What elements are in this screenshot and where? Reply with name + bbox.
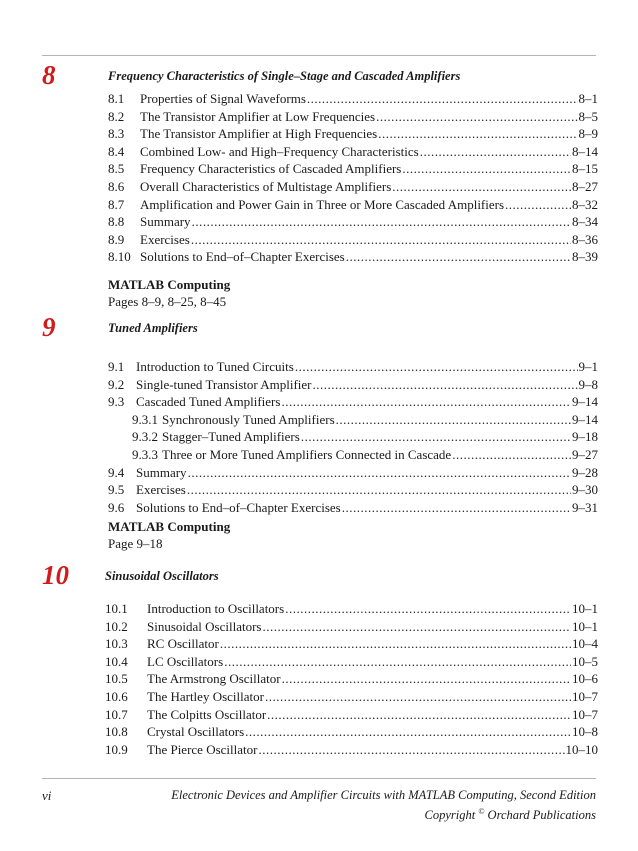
section-number: 9.1 [108, 359, 125, 374]
toc-entry [108, 196, 598, 214]
section-title: Solutions to End–of–Chapter Exercises [140, 249, 345, 265]
section-number: 8.1 [108, 91, 125, 106]
toc-entry [105, 600, 598, 618]
section-title: Single-tuned Transistor Amplifier [136, 376, 312, 392]
toc-entry [108, 90, 598, 108]
matlab-pages: Page 9–18 [108, 536, 163, 551]
dot-leader [346, 248, 571, 266]
section-title: Combined Low- and High–Frequency Characteristics [140, 143, 419, 159]
dot-leader [402, 160, 571, 178]
dot-leader [220, 635, 571, 653]
page-reference: 9–18 [572, 429, 598, 445]
section-number: 9.6 [108, 499, 125, 515]
section-title: Introduction to Oscillators [147, 601, 285, 616]
page-reference: 10–5 [572, 653, 598, 669]
page-reference: 10–10 [565, 741, 598, 757]
toc-entry [108, 231, 598, 249]
section-title: RC Oscillator [147, 636, 219, 652]
page-reference: 8–32 [572, 196, 598, 212]
dot-leader [265, 688, 571, 706]
toc-entry [105, 723, 598, 741]
toc-entry [108, 464, 598, 482]
toc-entry [108, 160, 598, 178]
page-reference: 10–7 [572, 706, 598, 722]
section-number: 8.7 [108, 196, 125, 212]
toc-entry [105, 653, 598, 671]
section-number: 9.4 [108, 464, 125, 480]
section-number: 8.4 [108, 143, 125, 159]
section-number: 8.5 [108, 161, 125, 177]
toc-entry [105, 635, 598, 653]
running-footer-title: Electronic Devices and Amplifier Circuits with MATLAB Computing, Second Edition [171, 788, 596, 802]
dot-leader [295, 358, 578, 376]
section-number: 10.2 [105, 618, 128, 634]
page-reference: 10–7 [572, 688, 598, 704]
page-reference: 10–4 [572, 636, 598, 652]
section-title: The Hartley Oscillator [147, 688, 264, 704]
toc-entry [108, 446, 598, 464]
toc-entries [105, 600, 598, 758]
section-title: Properties of Signal Waveforms [140, 91, 306, 106]
dot-leader [378, 125, 577, 143]
section-title: Sinusoidal Oscillators [147, 618, 262, 634]
dot-leader [282, 670, 571, 688]
toc-entry [108, 248, 598, 266]
section-title: The Pierce Oscillator [147, 741, 258, 757]
section-number: 8.10 [108, 249, 131, 265]
section-title: Exercises [140, 231, 190, 247]
section-number: 9.3 [108, 394, 125, 410]
page-reference: 8–39 [572, 249, 598, 265]
section-title: Frequency Characteristics of Cascaded Amplifiers [140, 161, 402, 177]
dot-leader [245, 723, 571, 741]
section-title: Crystal Oscillators [147, 724, 245, 740]
dot-leader [187, 481, 571, 499]
section-title: Summary [140, 214, 191, 230]
page-reference: 8–9 [578, 126, 598, 142]
copyright-word: Copyright [424, 808, 476, 823]
matlab-heading: MATLAB Computing [108, 519, 231, 534]
section-title: Stagger–Tuned Amplifiers [162, 429, 300, 445]
toc-entry [105, 741, 598, 759]
section-title: Synchronously Tuned Amplifiers [162, 411, 335, 427]
toc-entry [108, 178, 598, 196]
toc-entry [108, 125, 598, 143]
toc-entries [108, 90, 598, 266]
page-reference: 10–1 [572, 618, 598, 634]
section-title: Solutions to End–of–Chapter Exercises [136, 499, 341, 515]
section-title: The Colpitts Oscillator [147, 706, 267, 722]
section-title: The Transistor Amplifier at Low Frequencies [140, 108, 376, 124]
section-number: 10.4 [105, 653, 128, 669]
matlab-computing-note [108, 518, 230, 552]
section-title: The Transistor Amplifier at High Frequencies [140, 126, 378, 142]
toc-entry [105, 688, 598, 706]
dot-leader [307, 90, 578, 108]
section-number: 9.3.3 [132, 446, 158, 462]
toc-entry [108, 393, 598, 411]
toc-entry [108, 411, 598, 429]
section-number: 8.2 [108, 108, 125, 124]
toc-entry [105, 618, 598, 636]
section-number: 9.2 [108, 376, 125, 392]
top-rule [42, 55, 596, 56]
section-number: 8.9 [108, 231, 125, 247]
section-number: 10.7 [105, 706, 128, 722]
section-title: LC Oscillators [147, 653, 224, 669]
page-reference: 10–1 [572, 601, 598, 616]
section-number: 9.3.2 [132, 429, 158, 445]
dot-leader [452, 446, 571, 464]
section-number: 10.5 [105, 671, 128, 687]
section-number: 9.3.1 [132, 411, 158, 427]
section-number: 10.9 [105, 741, 128, 757]
copyright-symbol: © [478, 807, 485, 816]
toc-entry [105, 706, 598, 724]
bottom-rule [42, 778, 596, 779]
section-title: The Armstrong Oscillator [147, 671, 281, 687]
page-reference: 8–34 [572, 214, 598, 230]
dot-leader [285, 600, 571, 618]
page-reference: 8–36 [572, 231, 598, 247]
toc-entry [108, 376, 598, 394]
section-number: 8.8 [108, 214, 125, 230]
page-reference: 9–31 [572, 499, 598, 515]
section-title: Exercises [136, 482, 186, 498]
page-reference: 10–6 [572, 671, 598, 687]
chapter-number: 9 [42, 312, 56, 342]
page-reference: 9–14 [572, 411, 598, 427]
publisher-name: Orchard Publications [487, 808, 596, 823]
toc-entry [108, 499, 598, 517]
dot-leader [224, 653, 571, 671]
matlab-heading: MATLAB Computing [108, 277, 231, 292]
dot-leader [281, 393, 571, 411]
chapter-title: Frequency Characteristics of Single–Stage and Cascaded Amplifiers [108, 69, 461, 83]
copyright-line [425, 807, 596, 823]
page-reference: 8–27 [572, 178, 598, 194]
section-number: 9.5 [108, 482, 125, 498]
dot-leader [342, 499, 571, 517]
dot-leader [420, 143, 571, 161]
dot-leader [301, 428, 571, 446]
matlab-pages: Pages 8–9, 8–25, 8–45 [108, 294, 227, 309]
dot-leader [188, 464, 571, 482]
page-reference: 8–1 [578, 91, 598, 106]
dot-leader [392, 178, 571, 196]
chapter-number: 8 [42, 60, 56, 90]
section-title: Cascaded Tuned Amplifiers [136, 394, 281, 410]
section-number: 8.6 [108, 178, 125, 194]
toc-entry [108, 358, 598, 376]
dot-leader [505, 196, 571, 214]
dot-leader [313, 376, 578, 394]
dot-leader [258, 741, 564, 759]
page-reference: 9–14 [572, 394, 598, 410]
page-reference: 8–14 [572, 143, 598, 159]
section-number: 10.6 [105, 688, 128, 704]
dot-leader [262, 618, 571, 636]
page-reference: 9–27 [572, 446, 598, 462]
page-reference: 8–5 [578, 108, 598, 124]
dot-leader [376, 108, 577, 126]
toc-entry [108, 481, 598, 499]
toc-entry [108, 143, 598, 161]
toc-entries [108, 358, 598, 516]
page-reference: 9–30 [572, 482, 598, 498]
section-title: Introduction to Tuned Circuits [136, 359, 294, 374]
section-title: Amplification and Power Gain in Three or More Cascaded Amplifiers [140, 196, 505, 212]
dot-leader [336, 411, 571, 429]
page-reference: 9–1 [578, 359, 598, 374]
page-number: vi [42, 788, 52, 803]
section-number: 8.3 [108, 126, 125, 142]
section-title: Overall Characteristics of Multistage Amplifiers [140, 178, 392, 194]
toc-entry [108, 108, 598, 126]
page-reference: 8–15 [572, 161, 598, 177]
matlab-computing-note [108, 276, 230, 310]
page-reference: 9–28 [572, 464, 598, 480]
dot-leader [267, 706, 571, 724]
page-reference: 10–8 [572, 724, 598, 740]
toc-entry [108, 213, 598, 231]
dot-leader [191, 231, 571, 249]
toc-entry [108, 428, 598, 446]
page-reference: 9–8 [578, 376, 598, 392]
chapter-title: Tuned Amplifiers [108, 321, 198, 335]
section-number: 10.1 [105, 601, 128, 616]
chapter-title: Sinusoidal Oscillators [105, 569, 219, 583]
toc-entry [105, 670, 598, 688]
section-title: Three or More Tuned Amplifiers Connected in Cascade [162, 446, 452, 462]
dot-leader [192, 213, 571, 231]
chapter-number: 10 [42, 560, 69, 590]
section-title: Summary [136, 464, 187, 480]
section-number: 10.8 [105, 724, 128, 740]
section-number: 10.3 [105, 636, 128, 652]
